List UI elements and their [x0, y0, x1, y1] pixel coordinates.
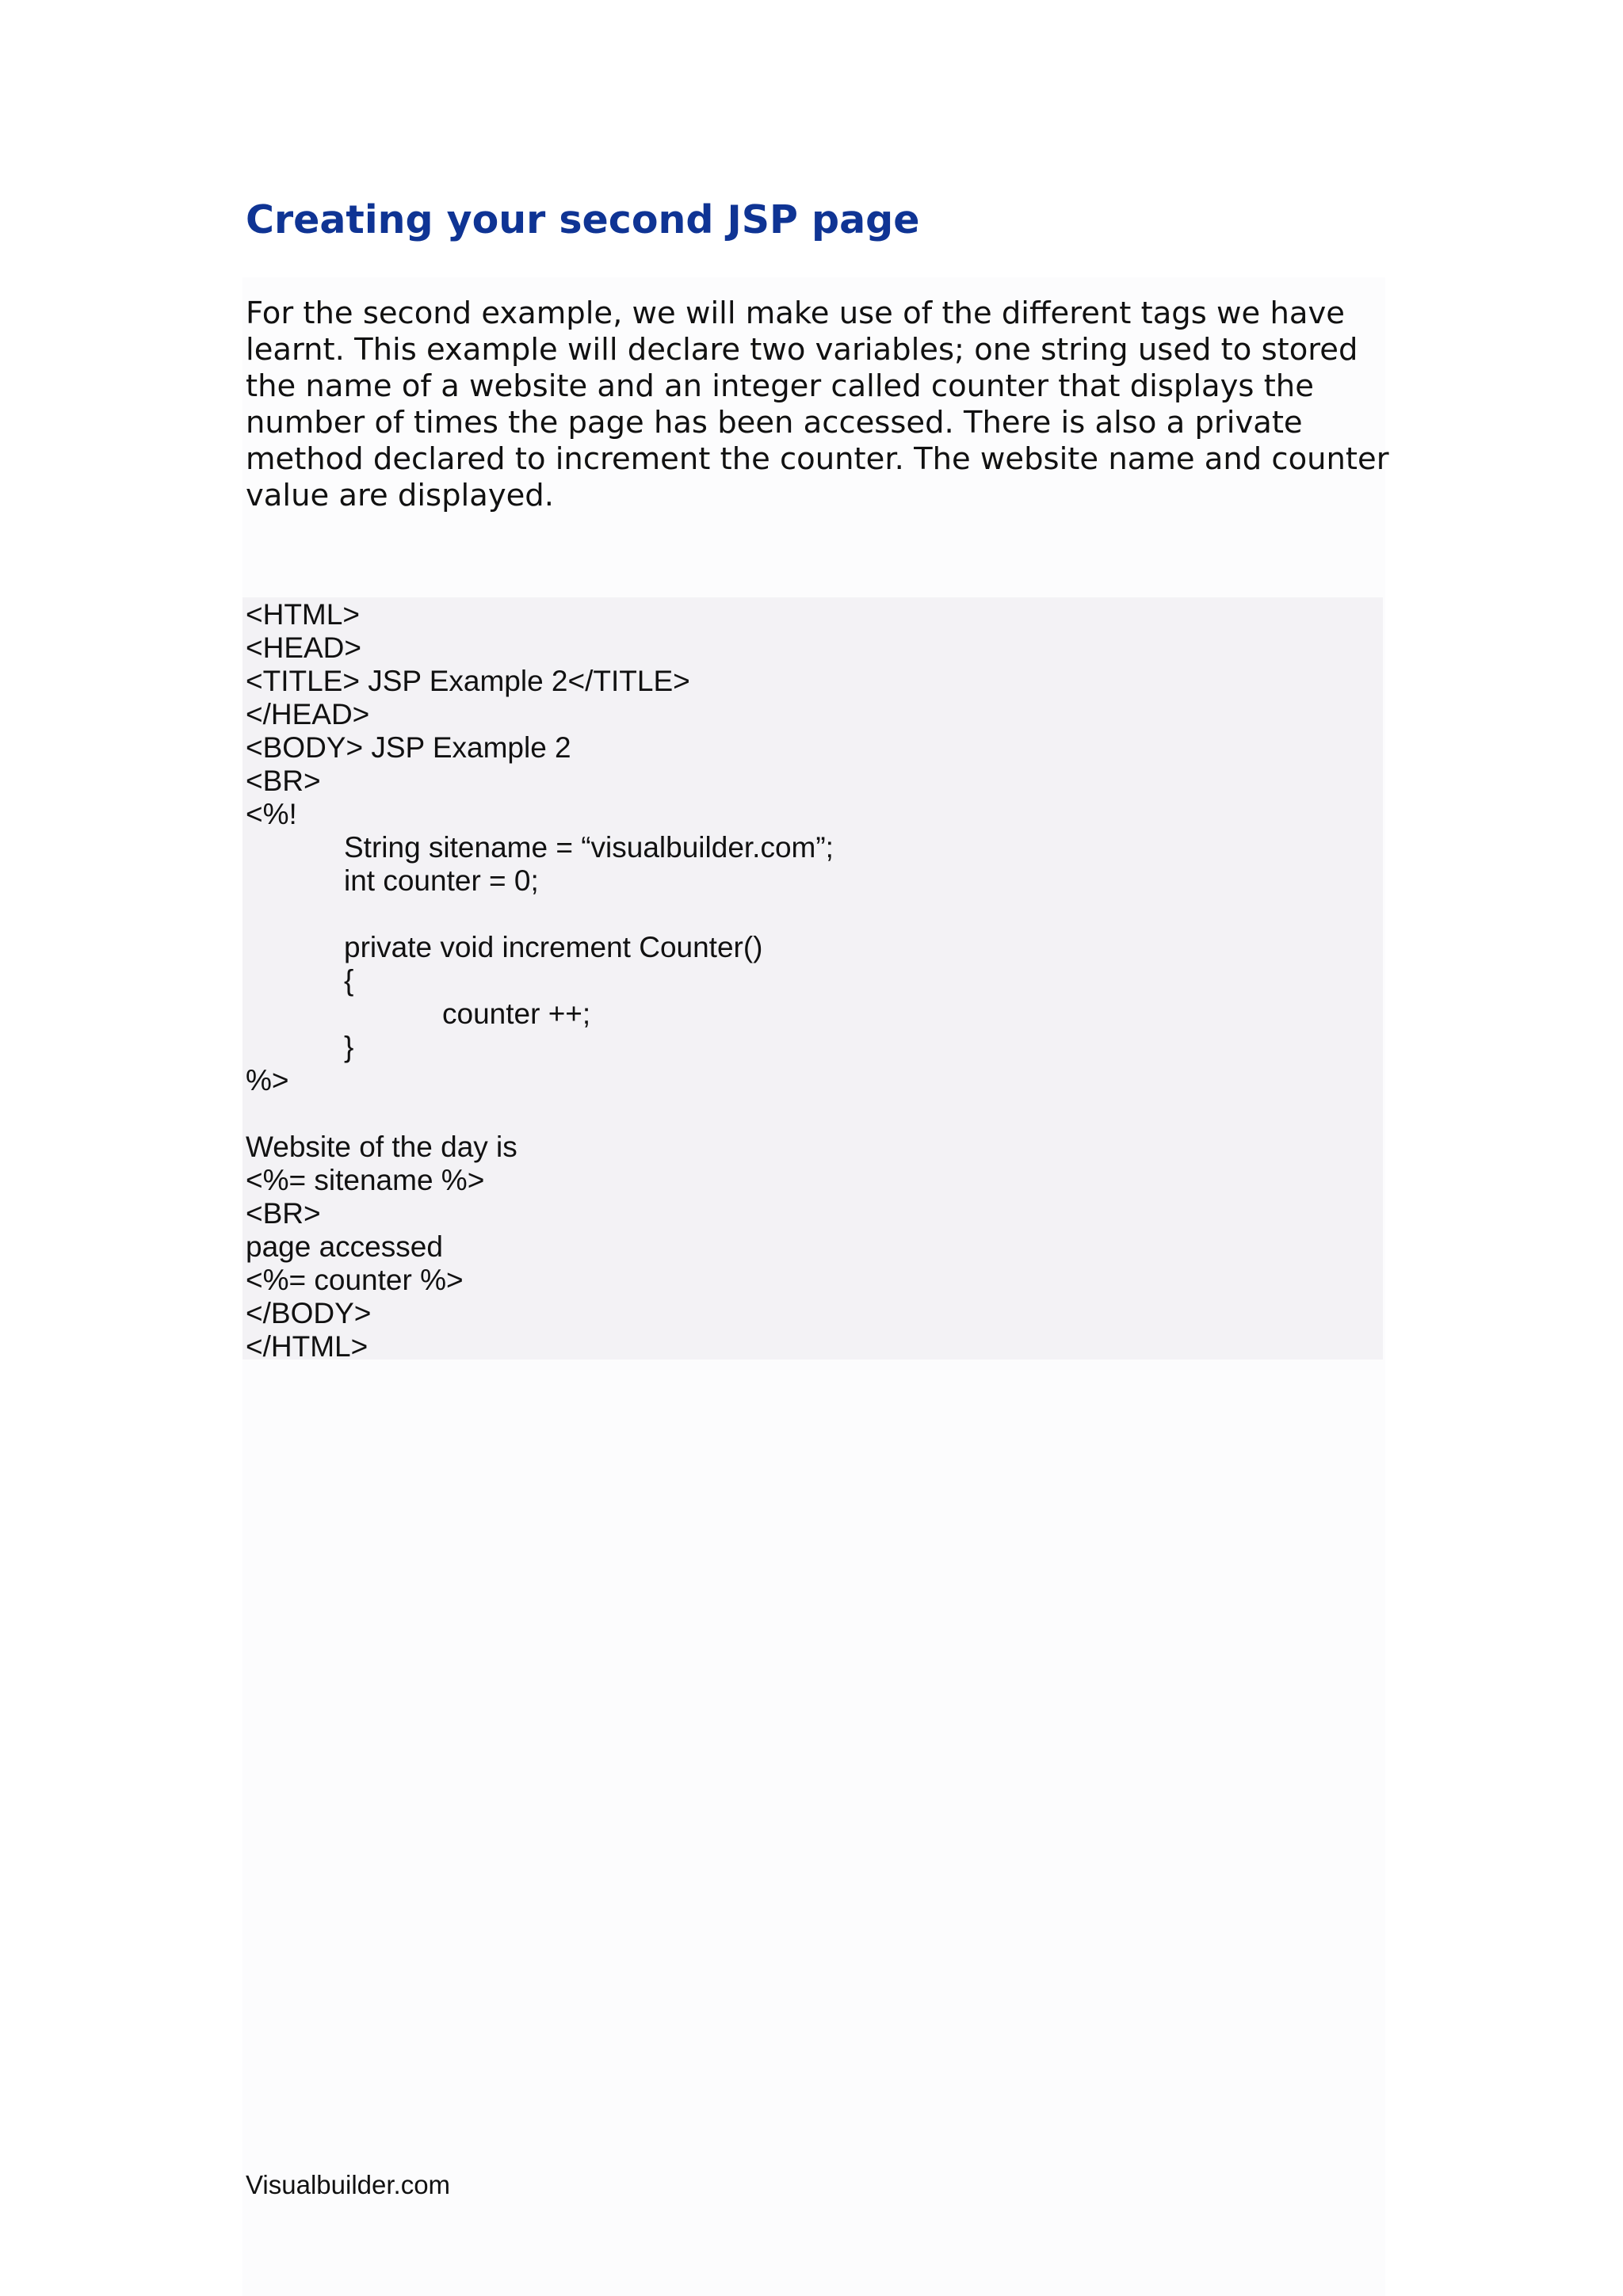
code-line-blank — [246, 1097, 834, 1131]
code-line: %> — [246, 1064, 289, 1097]
code-block — [246, 598, 834, 1363]
code-line: <BR> — [246, 1197, 321, 1230]
code-line: int counter = 0; — [344, 864, 539, 897]
code-line: Website of the day is — [246, 1131, 517, 1163]
code-line: } — [344, 1031, 354, 1063]
footer-site-name: Visualbuilder.com — [246, 2170, 451, 2199]
intro-line: learnt. This example will declare two variables; one string used to stored — [246, 332, 1358, 368]
code-line-blank — [246, 898, 834, 931]
code-line: </HTML> — [246, 1330, 369, 1363]
code-line: { — [344, 964, 354, 997]
code-line: <HTML> — [246, 598, 360, 631]
code-line: counter ++; — [442, 997, 591, 1030]
code-line: <%= counter %> — [246, 1264, 464, 1296]
code-line: <%! — [246, 798, 297, 830]
intro-line: For the second example, we will make use of the different tags we have — [246, 296, 1345, 331]
code-line: page accessed — [246, 1230, 443, 1263]
code-line: String sitename = “visualbuilder.com”; — [344, 831, 834, 864]
intro-line: method declared to increment the counter. The website name and counter — [246, 441, 1389, 477]
code-line: <TITLE> JSP Example 2</TITLE> — [246, 665, 690, 697]
intro-paragraph — [246, 296, 1387, 514]
intro-line: number of times the page has been accessed. There is also a private — [246, 405, 1303, 441]
code-line: <%= sitename %> — [246, 1164, 485, 1196]
code-line: </BODY> — [246, 1297, 372, 1329]
code-line: <HEAD> — [246, 631, 362, 664]
intro-line: value are displayed. — [246, 478, 554, 513]
code-line: <BODY> JSP Example 2 — [246, 731, 571, 764]
page-title: Creating your second JSP page — [246, 197, 920, 242]
intro-line: the name of a website and an integer called counter that displays the — [246, 368, 1314, 404]
code-line: </HEAD> — [246, 698, 370, 730]
code-line: private void increment Counter() — [344, 931, 763, 963]
code-line: <BR> — [246, 765, 321, 797]
